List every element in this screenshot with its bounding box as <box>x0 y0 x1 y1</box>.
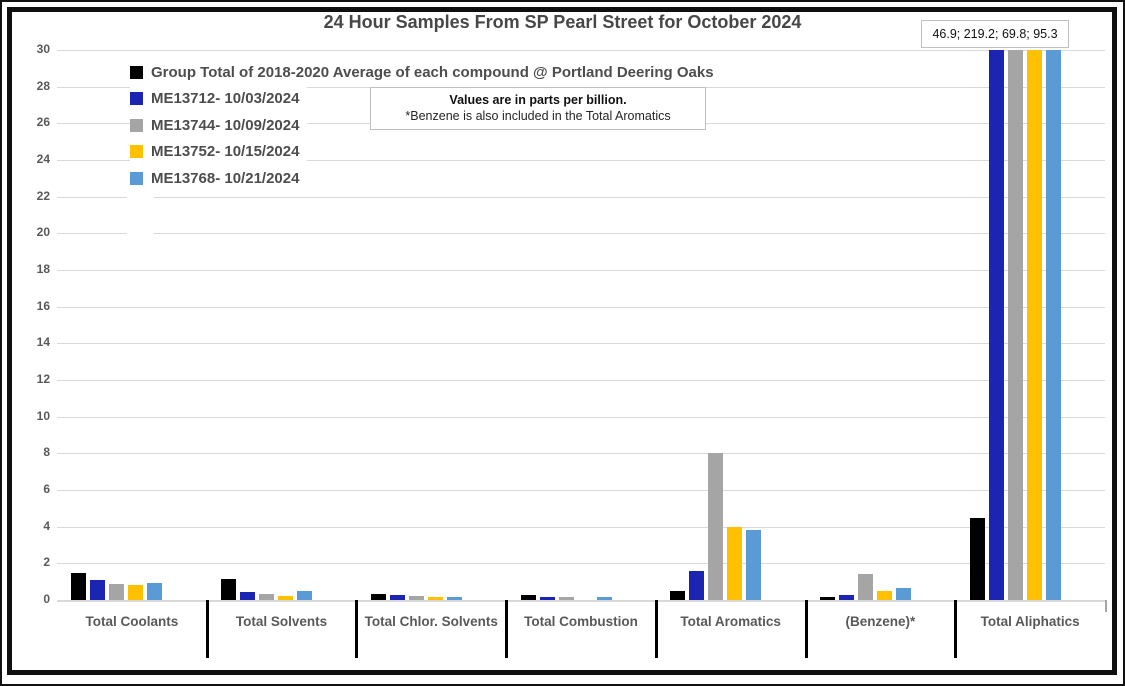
bar <box>877 591 892 600</box>
legend-item <box>130 112 307 139</box>
y-tick-label: 14 <box>36 335 50 350</box>
legend-swatch-icon <box>130 92 143 105</box>
legend-swatch-icon <box>130 172 143 185</box>
bar <box>128 585 143 600</box>
gridline <box>57 343 1105 344</box>
gridline <box>57 233 1105 234</box>
chart-title: 24 Hour Samples From SP Pearl Street for October 2024 <box>323 12 802 32</box>
y-tick-label: 8 <box>43 445 50 460</box>
bar <box>240 592 255 600</box>
legend-item <box>130 86 307 113</box>
legend-item <box>130 165 307 192</box>
gridline <box>57 197 1105 198</box>
legend-swatch-icon <box>130 66 143 79</box>
bar <box>278 596 293 600</box>
legend-swatch-icon <box>130 119 143 132</box>
y-tick-label: 18 <box>36 262 50 276</box>
category-separator <box>805 600 808 658</box>
bar <box>670 591 685 600</box>
bar <box>109 584 124 600</box>
category-label: Total Aliphatics <box>980 614 1080 629</box>
bar <box>147 583 162 600</box>
bar <box>371 594 386 600</box>
bar <box>447 597 462 600</box>
bar <box>727 527 742 600</box>
bar <box>221 579 236 600</box>
category-label: Total Solvents <box>235 614 328 629</box>
y-tick-label: 30 <box>36 42 50 56</box>
y-tick-label: 12 <box>36 372 50 386</box>
legend-label: ME13752- 10/15/2024 <box>151 143 300 161</box>
gridline <box>57 380 1105 381</box>
bar <box>390 595 405 601</box>
category-separator <box>954 600 957 658</box>
bar <box>839 595 854 601</box>
legend-background-artifact <box>127 188 154 250</box>
legend-label: ME13712- 10/03/2024 <box>151 90 300 108</box>
y-tick-label: 16 <box>36 298 50 313</box>
category-separator <box>655 600 658 658</box>
gridline <box>57 527 1105 528</box>
bar <box>1027 50 1042 600</box>
axis-end-tick <box>1105 600 1107 612</box>
y-tick-label: 26 <box>36 115 50 130</box>
y-tick-label: 10 <box>36 408 50 423</box>
category-separator <box>505 600 508 658</box>
bar <box>297 591 312 600</box>
legend-label: Group Total of 2018-2020 Average of each compound @ Portland Deering Oaks <box>151 63 714 81</box>
gridline <box>57 50 1105 51</box>
category-label: Total Combustion <box>524 614 638 629</box>
bar <box>90 580 105 600</box>
gridline <box>57 563 1105 564</box>
bar <box>540 597 555 600</box>
bar <box>858 574 873 600</box>
bar <box>746 530 761 600</box>
bar <box>970 518 985 601</box>
category-label: (Benzene)* <box>845 614 916 629</box>
units-note-box <box>370 87 706 130</box>
y-tick-label: 6 <box>43 482 50 496</box>
category-label: Total Aromatics <box>680 614 781 629</box>
units-note-line1: Values are in parts per billion. <box>449 93 627 107</box>
legend-item <box>130 139 307 166</box>
bar <box>989 50 1004 600</box>
category-separator <box>355 600 358 658</box>
y-tick-label: 28 <box>36 78 50 93</box>
category-label: Total Chlor. Solvents <box>364 614 498 629</box>
legend-label: ME13744- 10/09/2024 <box>151 116 300 134</box>
offscale-values-callout: 46.9; 219.2; 69.8; 95.3 <box>921 20 1069 48</box>
bar <box>820 597 835 600</box>
y-tick-label: 0 <box>43 592 50 606</box>
gridline <box>57 417 1105 418</box>
y-tick-label: 4 <box>43 518 50 533</box>
gridline <box>57 307 1105 308</box>
y-tick-label: 20 <box>36 225 50 240</box>
gridline <box>57 490 1105 491</box>
legend-label: ME13768- 10/21/2024 <box>151 169 300 187</box>
legend-item <box>130 59 722 86</box>
y-tick-label: 24 <box>36 152 50 166</box>
bar <box>71 573 86 601</box>
bar <box>1046 50 1061 600</box>
bar <box>597 597 612 600</box>
bar <box>428 597 443 600</box>
bar <box>689 571 704 600</box>
gridline <box>57 453 1105 454</box>
bar <box>259 594 274 600</box>
bar <box>559 597 574 600</box>
y-tick-label: 2 <box>43 555 50 570</box>
y-tick-label: 22 <box>36 188 50 203</box>
bar <box>521 595 536 600</box>
bar <box>708 453 723 600</box>
category-separator <box>206 600 209 658</box>
legend-swatch-icon <box>130 145 143 158</box>
gridline <box>57 270 1105 271</box>
category-label: Total Coolants <box>85 614 179 629</box>
units-note-line2: *Benzene is also included in the Total Aromatics <box>405 109 671 123</box>
x-axis-line <box>57 600 1105 602</box>
bar <box>1008 50 1023 600</box>
bar <box>896 588 911 600</box>
bar <box>409 596 424 600</box>
